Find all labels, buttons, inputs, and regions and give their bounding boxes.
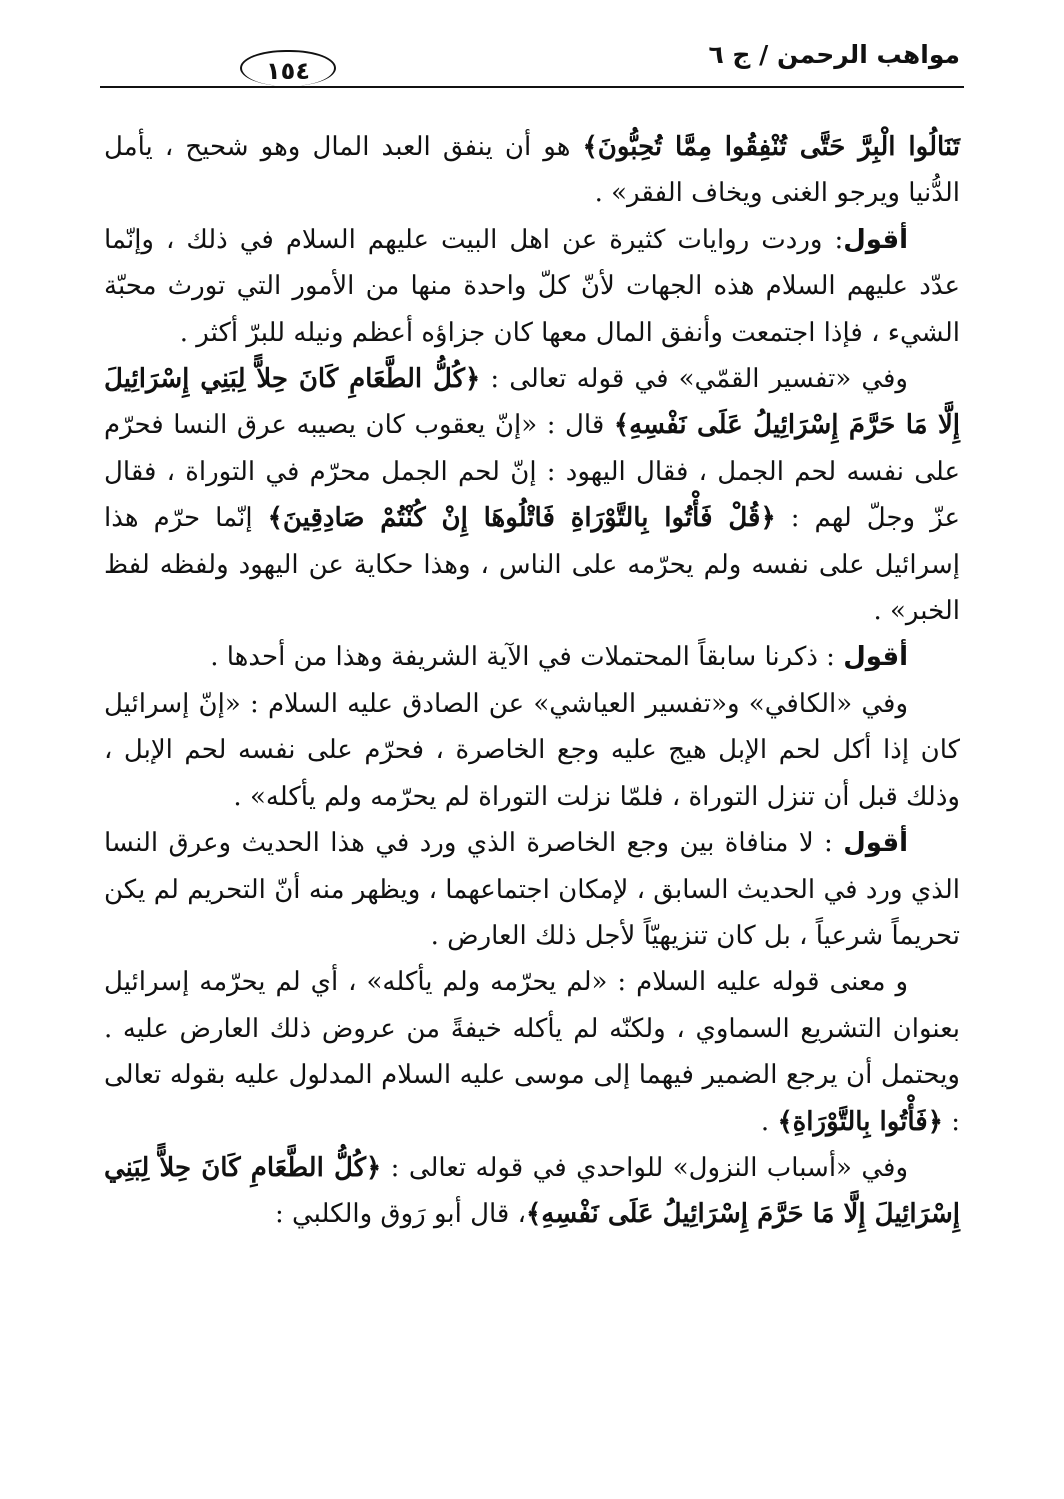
page-header xyxy=(100,32,964,90)
keyword-aqul: أقول xyxy=(843,642,908,673)
quran-verse: تَنَالُوا الْبِرَّ حَتَّى تُنْفِقُوا مِمَّا تُحِبُّونَ﴾ xyxy=(582,132,961,162)
paragraph-3 xyxy=(104,356,960,634)
paragraph-text: وفي «تفسير القمّي» في قوله تعالى : xyxy=(480,364,908,395)
quran-verse: ﴿كُلُّ الطَّعَامِ كَانَ حِلاًّ لِبَنِي إِسْرَائِيلَ إِلَّا مَا حَرَّمَ إِسْرَائِيلُ عَلَى نَفْسِهِ﴾ xyxy=(104,364,960,441)
quran-verse: ﴿كُلُّ الطَّعَامِ كَانَ حِلاًّ لِبَنِي إِسْرَائِيلَ إِلَّا مَا حَرَّمَ إِسْرَائِيلُ عَلَى نَفْسِهِ﴾ xyxy=(104,1152,960,1230)
paragraph-text: و معنى قوله عليه السلام : «لم يحرّمه ولم يأكله» ، أي لم يحرّمه إسرائيل بعنوان التشريع السماوي ، ولكنّه لم يأكله خيفةً من عروض ذلك العارض عليه . ويحتمل أن يرجع الضمير فيهما إلى موسى عليه السلام المدلول عليه بقوله تعالى : xyxy=(104,967,960,1137)
paragraph-5 xyxy=(104,681,960,820)
paragraph-text: قال : «إنّ يعقوب كان يصيبه عرق النسا فحرّم على نفسه لحم الجمل ، فقال اليهود : إنّ لحم الجمل محرّم في التوراة ، فقال عزّ وجلّ لهم : xyxy=(104,410,960,534)
paragraph-1 xyxy=(104,124,960,217)
paragraph-text: وفي «الكافي» و«تفسير العياشي» عن الصادق عليه السلام : «إنّ إسرائيل كان إذا أكل لحم الإبل هيج عليه وجع الخاصرة ، فحرّم على نفسه لحم الإبل ، وذلك قبل أن تنزل التوراة ، فلمّا نزلت التوراة لم يحرّمه ولم يأكله» . xyxy=(104,688,960,812)
header-rule xyxy=(100,86,964,88)
page-number: ١٥٤ xyxy=(240,50,336,86)
paragraph-8 xyxy=(104,1145,960,1238)
body-text xyxy=(104,124,960,1238)
paragraph-4 xyxy=(104,634,960,680)
paragraph-7 xyxy=(104,959,960,1145)
quran-verse: ﴿فَأْتُوا بِالتَّوْرَاةِ﴾ xyxy=(777,1106,943,1137)
quran-verse: ﴿قُلْ فَأْتُوا بِالتَّوْرَاةِ فَاتْلُوهَا إِنْ كُنْتُمْ صَادِقِينَ﴾ xyxy=(267,503,776,534)
keyword-aqul: أقول xyxy=(843,828,908,859)
paragraph-text: ، قال أبو رَوق والكلبي : xyxy=(274,1199,527,1230)
paragraph-text: إنّما حرّم هذا إسرائيل على نفسه ولم يحرّمه على الناس ، وهذا حكاية عن اليهود ولفظه لفظ الخبر» . xyxy=(104,503,960,627)
paragraph-text: : وردت روايات كثيرة عن اهل البيت عليهم السلام في ذلك ، وإنّما عدّد عليهم السلام هذه الجهات لأنّ كلّ واحدة منها من الأمور التي تورث محبّة الشيء ، فإذا اجتمعت وأنفق المال معها كان جزاؤه أعظم ونيله للبرّ أكثر . xyxy=(104,224,960,348)
paragraph-6 xyxy=(104,820,960,959)
keyword-aqul: أقول xyxy=(843,224,908,255)
running-title: مواهب الرحمن / ج ٦ xyxy=(708,40,960,69)
paragraph-text: . xyxy=(760,1106,778,1137)
paragraph-2 xyxy=(104,217,960,356)
paragraph-text: : ذكرنا سابقاً المحتملات في الآية الشريفة وهذا من أحدها . xyxy=(210,642,844,673)
paragraph-text: وفي «أسباب النزول» للواحدي في قوله تعالى : xyxy=(381,1152,908,1183)
paragraph-text: : لا منافاة بين وجع الخاصرة الذي ورد في هذا الحديث وعرق النسا الذي ورد في الحديث السابق ، لإمكان اجتماعهما ، ويظهر منه أنّ التحريم لم يكن تحريماً شرعياً ، بل كان تنزيهيّاً لأجل ذلك العارض . xyxy=(104,828,960,951)
paragraph-text: هو أن ينفق العبد المال وهو شحيح ، يأمل الدُّنيا ويرجو الغنى ويخاف الفقر» . xyxy=(104,132,960,209)
